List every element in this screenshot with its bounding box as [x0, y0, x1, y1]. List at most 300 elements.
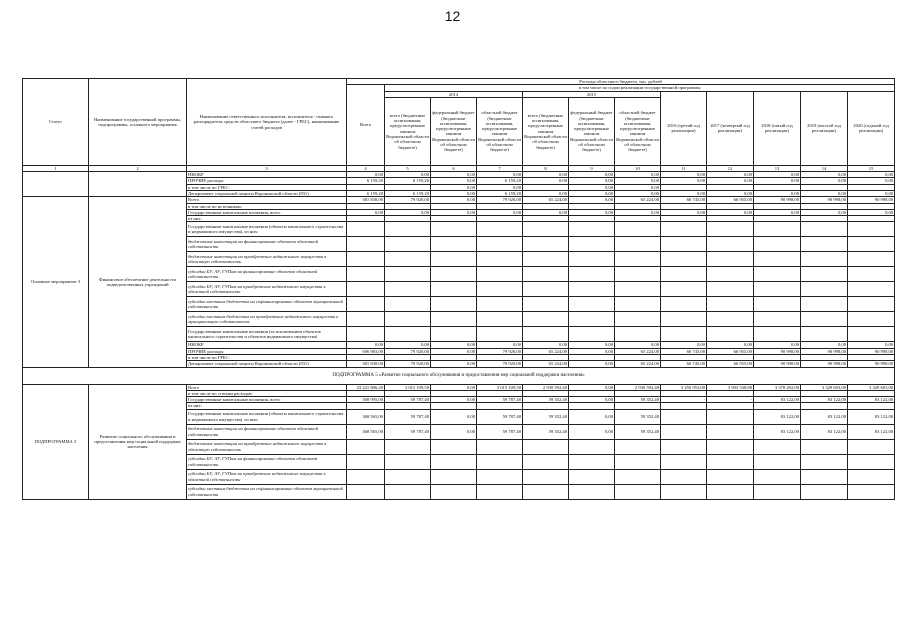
row-value [477, 469, 523, 484]
row-value: 0,00 [431, 424, 477, 439]
row-value [347, 327, 385, 342]
measure-3-status: Основное мероприятие 3 [23, 197, 89, 367]
row-value: 0,00 [477, 184, 523, 190]
row-value: 83 122,00 [848, 397, 895, 403]
header-col-2017: 2017 (четвертый год реализации) [707, 91, 754, 165]
header-responsible: Наименование ответственного исполнителя, исполнителя - главного распорядителя средств областного бюджета (далее - ГРБС), наименование статей расходов [187, 79, 347, 166]
row-value [754, 252, 801, 267]
row-value: 0,00 [431, 409, 477, 424]
row-value: 0,00 [848, 209, 895, 215]
row-value [569, 327, 615, 342]
row-value [661, 282, 707, 297]
row-value: 59 352,40 [523, 424, 569, 439]
row-label: Департамент социальной защиты Воронежской области (831) [187, 361, 347, 367]
row-value [661, 469, 707, 484]
row-value [347, 312, 385, 327]
row-value: 0,00 [661, 342, 707, 348]
row-value: 0,00 [707, 172, 754, 178]
header-col-2020: 2020 (седьмой год реализации) [848, 91, 895, 165]
row-value [347, 454, 385, 469]
row-value [661, 297, 707, 312]
row-value [801, 312, 848, 327]
row-value: 66 745,00 [661, 197, 707, 203]
row-value [431, 222, 477, 237]
row-value [347, 252, 385, 267]
row-value: 2 930 592,40 [615, 384, 661, 390]
row-value: 0,00 [347, 342, 385, 348]
row-value: 0,00 [569, 190, 615, 196]
row-value: 0,00 [569, 384, 615, 390]
row-label: Департамент социальной защиты Воронежской области (831) [187, 190, 347, 196]
column-number: 13 [754, 165, 801, 171]
row-value: 0,00 [569, 409, 615, 424]
row-value: 0,00 [754, 178, 801, 184]
top-name-cell [89, 172, 187, 197]
row-value: 0,00 [477, 209, 523, 215]
row-value: 79 920,00 [477, 348, 523, 354]
row-value [431, 454, 477, 469]
row-value: 0,00 [385, 209, 431, 215]
row-value: 0,00 [801, 342, 848, 348]
row-value [477, 252, 523, 267]
row-value: 6 159,20 [385, 190, 431, 196]
row-value: 0,00 [431, 361, 477, 367]
row-value [707, 424, 754, 439]
row-value: 65 224,00 [615, 348, 661, 354]
row-value [569, 454, 615, 469]
row-value: 3 903 538,80 [707, 384, 754, 390]
column-number: 2 [89, 165, 187, 171]
row-value: 65 224,00 [523, 197, 569, 203]
row-value: 0,00 [569, 397, 615, 403]
row-value: 6 159,20 [347, 178, 385, 184]
row-value [347, 267, 385, 282]
row-value: 90 998,00 [848, 197, 895, 203]
subprogram-5-title: ПОДПРОГРАММА 5 «Развитие социального обслуживания и предоставления мер социальной поддержки населения» [23, 367, 895, 384]
row-value: 0,00 [707, 342, 754, 348]
row-value [848, 252, 895, 267]
row-value: 6 159,20 [477, 178, 523, 184]
row-value: 66 955,00 [707, 348, 754, 354]
row-value: 0,00 [431, 348, 477, 354]
row-value [431, 484, 477, 499]
row-value: 381 838,00 [347, 197, 385, 203]
row-value [754, 327, 801, 342]
row-value [569, 439, 615, 454]
top-rows [23, 172, 895, 197]
row-label: в том числе по статьям расходов: [187, 390, 347, 396]
row-value: 0,00 [754, 342, 801, 348]
row-value: 0,00 [801, 209, 848, 215]
row-label: Государственные капитальные вложения (объекты капитального строительства и недвижимого имущества), из них: [187, 409, 347, 424]
row-value [661, 439, 707, 454]
row-value: 0,00 [523, 190, 569, 196]
row-value [615, 252, 661, 267]
row-value: 65 224,00 [615, 361, 661, 367]
row-value: 59 352,40 [615, 397, 661, 403]
row-value [569, 484, 615, 499]
row-value: 23 221 806,20 [347, 384, 385, 390]
row-value: 6 159,20 [477, 190, 523, 196]
row-value [848, 469, 895, 484]
row-label: субсидии БУ, АУ, ГУПам на приобретение недвижимого имущества в областной собственности [187, 282, 347, 297]
row-value [347, 282, 385, 297]
row-value [385, 267, 431, 282]
row-value [848, 484, 895, 499]
header-col-2019: 2019 (шестой год реализации) [801, 91, 848, 165]
row-label: бюджетные инвестиции на финансирование объектов областной собственности [187, 424, 347, 439]
row-value [707, 297, 754, 312]
row-value [477, 439, 523, 454]
row-value: 59 352,40 [615, 409, 661, 424]
row-label: из них: [187, 403, 347, 409]
row-value: 0,00 [431, 197, 477, 203]
row-value [707, 484, 754, 499]
row-value: 0,00 [569, 361, 615, 367]
top-status-cell [23, 172, 89, 197]
header-2015-federal: федеральный бюджет (бюджетные ассигнования, предусмотренные законом Воронежской области об областном бюджете) [569, 97, 615, 165]
row-value: 368 565,00 [347, 409, 385, 424]
row-value [569, 282, 615, 297]
row-value [431, 282, 477, 297]
row-value: 0,00 [615, 172, 661, 178]
row-value: 0,00 [431, 342, 477, 348]
row-value [801, 267, 848, 282]
row-value [615, 297, 661, 312]
row-value: 696 983,00 [347, 348, 385, 354]
row-value: 2 930 592,40 [523, 384, 569, 390]
row-value: 83 122,00 [801, 424, 848, 439]
row-value: 0,00 [569, 424, 615, 439]
header-total: Всего [347, 85, 385, 166]
row-value [801, 484, 848, 499]
row-value: 83 122,00 [801, 397, 848, 403]
row-value [477, 267, 523, 282]
row-value: 59 787,40 [385, 424, 431, 439]
row-value: 0,00 [801, 178, 848, 184]
table-header [23, 79, 895, 172]
row-value: 0,00 [615, 342, 661, 348]
row-value: 0,00 [661, 172, 707, 178]
row-value: 3 015 109,50 [477, 384, 523, 390]
row-label: ПРОЧИЕ расходы [187, 348, 347, 354]
column-number: 4 [347, 165, 385, 171]
row-value: 83 122,00 [754, 397, 801, 403]
column-number: 10 [615, 165, 661, 171]
row-value: 59 352,40 [615, 424, 661, 439]
row-value [431, 252, 477, 267]
row-value [477, 222, 523, 237]
row-value [431, 267, 477, 282]
row-value [477, 327, 523, 342]
row-value [754, 267, 801, 282]
row-value [523, 327, 569, 342]
row-value: 0,00 [754, 190, 801, 196]
row-value: 0,00 [431, 384, 477, 390]
row-label: бюджетные инвестиции на финансирование объектов областной собственности [187, 237, 347, 252]
row-label: Государственные капитальные вложения, всего [187, 397, 347, 403]
row-label: субсидии местным бюджетам на софинансирование объектов муниципальной собственности [187, 484, 347, 499]
row-value [477, 454, 523, 469]
column-number: 14 [801, 165, 848, 171]
row-value [431, 297, 477, 312]
row-value: 0,00 [754, 172, 801, 178]
row-value [848, 237, 895, 252]
row-value: 0,00 [569, 348, 615, 354]
row-value [707, 409, 754, 424]
row-value: 0,00 [569, 178, 615, 184]
row-value: 0,00 [661, 209, 707, 215]
row-value: 0,00 [615, 184, 661, 190]
row-value [615, 282, 661, 297]
row-label: ПРОЧИЕ расходы [187, 178, 347, 184]
row-value: 79 920,00 [477, 361, 523, 367]
header-year-2014: 2014 [385, 91, 523, 97]
column-number: 8 [523, 165, 569, 171]
row-label: субсидии БУ, АУ, ГУПам на финансирование объектов областной собственности [187, 267, 347, 282]
row-value [707, 222, 754, 237]
row-value: 66 745,00 [661, 361, 707, 367]
row-value [523, 252, 569, 267]
row-value [754, 454, 801, 469]
row-value [347, 237, 385, 252]
header-2014-regional: областной бюджет (бюджетные ассигнования, предусмотренные законом Воронежской области об областном бюджете) [477, 97, 523, 165]
row-value [523, 484, 569, 499]
row-value [754, 439, 801, 454]
row-value [477, 297, 523, 312]
row-value: 79 920,00 [385, 361, 431, 367]
row-value [801, 327, 848, 342]
row-value [661, 327, 707, 342]
row-value [801, 297, 848, 312]
row-value [385, 237, 431, 252]
row-value: 59 352,40 [523, 397, 569, 403]
row-value [848, 222, 895, 237]
row-value: 0,00 [523, 172, 569, 178]
row-value: 83 122,00 [754, 424, 801, 439]
row-value [385, 222, 431, 237]
measure-3-name: Финансовое обеспечение деятельности подведомственных учреждений [89, 197, 187, 367]
row-label: НИОКР [187, 172, 347, 178]
row-label: Государственные капитальные вложения (объекты капитального строительства и недвижимого имущества), из них: [187, 222, 347, 237]
row-value [707, 237, 754, 252]
row-value [347, 469, 385, 484]
row-value: 83 122,00 [848, 424, 895, 439]
column-number: 15 [848, 165, 895, 171]
column-number: 11 [661, 165, 707, 171]
row-label: из них: [187, 216, 347, 222]
row-value [661, 312, 707, 327]
row-value [615, 222, 661, 237]
row-value [848, 267, 895, 282]
row-value [615, 327, 661, 342]
row-value: 79 920,00 [477, 197, 523, 203]
row-value: 0,00 [661, 190, 707, 196]
row-value: 0,00 [347, 209, 385, 215]
row-value [848, 327, 895, 342]
row-value: 90 998,00 [754, 361, 801, 367]
header-years-caption: в том числе по годам реализации государственной программы [385, 85, 895, 91]
column-number: 7 [477, 165, 523, 171]
row-value [615, 439, 661, 454]
row-value: 90 998,00 [754, 348, 801, 354]
row-value [477, 484, 523, 499]
subprogram-5-rows [23, 384, 895, 499]
row-value: 65 224,00 [523, 348, 569, 354]
row-value [569, 469, 615, 484]
header-col-2018: 2018 (пятый год реализации) [754, 91, 801, 165]
row-value [431, 327, 477, 342]
row-label: субсидии БУ, АУ, ГУПам на финансирование объектов областной собственности [187, 454, 347, 469]
row-value: 0,00 [569, 184, 615, 190]
row-value: 0,00 [431, 397, 477, 403]
row-value [347, 439, 385, 454]
row-value: 0,00 [431, 209, 477, 215]
row-value: 0,00 [661, 178, 707, 184]
row-value: 0,00 [615, 209, 661, 215]
row-value: 66 955,00 [707, 197, 754, 203]
row-value: 83 122,00 [801, 409, 848, 424]
row-value [431, 237, 477, 252]
row-value: 0,00 [615, 190, 661, 196]
row-value: 0,00 [848, 172, 895, 178]
row-label: субсидии БУ, АУ, ГУПам на приобретение недвижимого имущества в областной собственности [187, 469, 347, 484]
row-value [661, 237, 707, 252]
row-value [523, 222, 569, 237]
row-value [707, 469, 754, 484]
column-number: 1 [23, 165, 89, 171]
row-label: в том числе по ГРБС: [187, 354, 347, 360]
header-col-2016: 2016 (третий год реализации) [661, 91, 707, 165]
row-value: 0,00 [569, 209, 615, 215]
row-value [569, 267, 615, 282]
row-value [754, 282, 801, 297]
row-value [707, 312, 754, 327]
column-number: 6 [431, 165, 477, 171]
row-value [707, 439, 754, 454]
row-value [801, 237, 848, 252]
row-value: - [661, 397, 707, 403]
row-value: 66 745,00 [661, 348, 707, 354]
row-value: 0,00 [523, 178, 569, 184]
row-value [523, 312, 569, 327]
row-value [707, 267, 754, 282]
budget-sheet [22, 78, 894, 500]
row-value: 6 159,20 [347, 190, 385, 196]
row-value [801, 222, 848, 237]
row-value: 59 787,40 [477, 397, 523, 403]
row-value: 59 352,40 [523, 409, 569, 424]
row-value [615, 484, 661, 499]
row-value [661, 222, 707, 237]
header-status: Статус [23, 79, 89, 166]
row-value: 0,00 [431, 190, 477, 196]
row-value [707, 252, 754, 267]
row-value [569, 252, 615, 267]
row-value: 66 955,00 [707, 361, 754, 367]
row-value: 0,00 [615, 178, 661, 184]
header-2014-federal: федеральный бюджет (бюджетные ассигнования, предусмотренные законом Воронежской области об областном бюджете) [431, 97, 477, 165]
row-value [431, 312, 477, 327]
row-value: 90 998,00 [801, 361, 848, 367]
row-value [615, 312, 661, 327]
row-label: Всего [187, 384, 347, 390]
subprogram-5-name: Развитие социального обслуживания и предоставления мер социальной поддержки населения [89, 384, 187, 499]
row-value [661, 454, 707, 469]
subprogram-5-status: ПОДПРОГРАММА 5 [23, 384, 89, 499]
row-value [615, 267, 661, 282]
row-value: 90 998,00 [801, 348, 848, 354]
header-2015-regional: областной бюджет (бюджетные ассигнования, предусмотренные законом Воронежской области об областном бюджете) [615, 97, 661, 165]
row-value [385, 484, 431, 499]
row-label: бюджетные инвестиции на приобретение недвижимого имущества в областную собственность [187, 252, 347, 267]
row-value: 0,00 [431, 184, 477, 190]
row-value: 90 998,00 [848, 348, 895, 354]
row-value: 0,00 [569, 342, 615, 348]
row-value [661, 424, 707, 439]
row-value [661, 252, 707, 267]
page-number: 12 [444, 8, 461, 24]
row-value [431, 439, 477, 454]
row-value [347, 484, 385, 499]
row-value: 3 378 492,00 [754, 384, 801, 390]
row-value [754, 469, 801, 484]
row-value: 0,00 [707, 178, 754, 184]
row-value: 59 787,40 [385, 397, 431, 403]
row-value [661, 267, 707, 282]
row-value [347, 297, 385, 312]
budget-table [22, 78, 895, 500]
row-value: 3 015 109,50 [385, 384, 431, 390]
row-value: 83 122,00 [848, 409, 895, 424]
row-value [754, 484, 801, 499]
row-value: 3 329 603,00 [848, 384, 895, 390]
row-label: субсидии местным бюджетам на приобретение недвижимого имущества в муниципальную собственность [187, 312, 347, 327]
row-value [754, 237, 801, 252]
row-value: 90 998,00 [754, 197, 801, 203]
row-value [801, 454, 848, 469]
row-value: 3 329 603,00 [801, 384, 848, 390]
row-value: 6 159,20 [385, 178, 431, 184]
column-number: 5 [385, 165, 431, 171]
row-value: 0,00 [801, 172, 848, 178]
row-value [615, 469, 661, 484]
row-value: 0,00 [385, 342, 431, 348]
row-value: 0,00 [385, 172, 431, 178]
column-number: 12 [707, 165, 754, 171]
row-value [848, 439, 895, 454]
row-value [569, 222, 615, 237]
row-label: субсидии местным бюджетам на софинансирование объектов муниципальной собственности [187, 297, 347, 312]
header-2014-all: всего (бюджетные ассигнования, предусмотренные законом Воронежской области об областном бюджете) [385, 97, 431, 165]
row-value [523, 267, 569, 282]
row-value [523, 439, 569, 454]
row-value [523, 454, 569, 469]
row-value [615, 454, 661, 469]
row-value: 368 565,00 [347, 424, 385, 439]
row-value [477, 237, 523, 252]
header-2015-all: всего (бюджетные ассигнования, предусмотренные законом Воронежской области об областном бюджете) [523, 97, 569, 165]
row-value [523, 282, 569, 297]
row-value [385, 469, 431, 484]
row-value: - [707, 397, 754, 403]
row-label: в том числе по ГРБС: [187, 184, 347, 190]
row-value [707, 282, 754, 297]
row-value [523, 237, 569, 252]
row-value: 0,00 [707, 209, 754, 215]
row-value [848, 312, 895, 327]
row-value [754, 222, 801, 237]
